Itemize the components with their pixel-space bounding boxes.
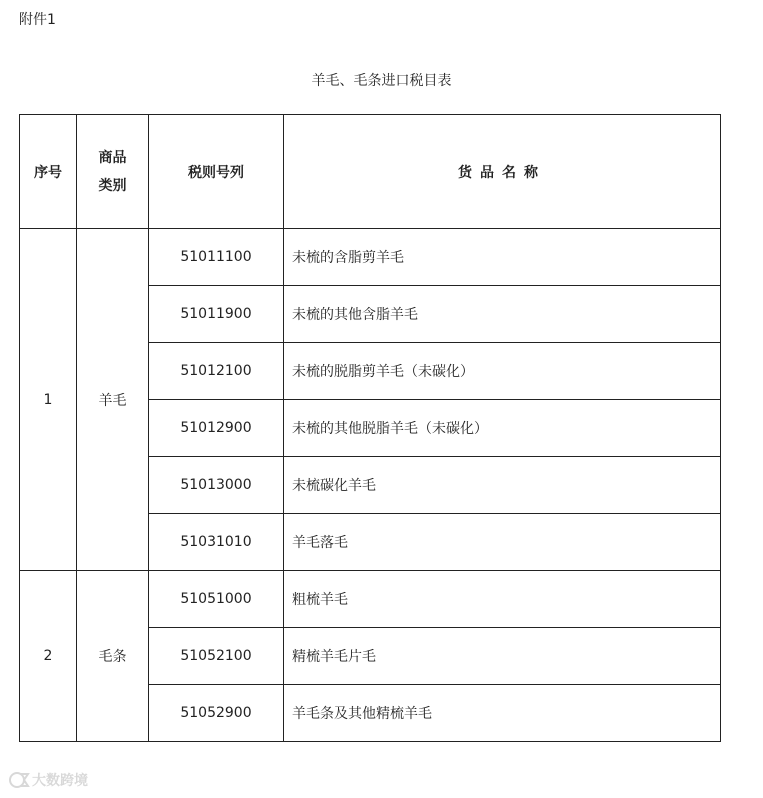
goods-name-cell: 羊毛落毛: [284, 514, 721, 571]
group-seq: 2: [20, 571, 77, 742]
goods-name-cell: 粗梳羊毛: [284, 571, 721, 628]
tariff-code-cell: 51051000: [149, 571, 284, 628]
tariff-code-cell: 51011100: [149, 229, 284, 286]
tariff-code-cell: 51031010: [149, 514, 284, 571]
tariff-code-cell: 51011900: [149, 286, 284, 343]
header-tariff-code: 税则号列: [149, 115, 284, 229]
tariff-code-cell: 51052100: [149, 628, 284, 685]
group-seq: 1: [20, 229, 77, 571]
goods-name-cell: 未梳的含脂剪羊毛: [284, 229, 721, 286]
header-goods-name: 货品名称: [284, 115, 721, 229]
table-row: [20, 229, 721, 286]
header-category: [77, 115, 149, 229]
goods-name-cell: 精梳羊毛片毛: [284, 628, 721, 685]
table-row: [20, 571, 721, 628]
logo-icon: [8, 771, 30, 789]
tariff-table: [19, 114, 721, 742]
goods-name-cell: 羊毛条及其他精梳羊毛: [284, 685, 721, 742]
header-category-line1: 商品: [98, 149, 127, 166]
watermark-text: 大数跨境: [32, 773, 88, 789]
header-category-line2: 类别: [98, 177, 127, 194]
attachment-label: 附件1: [19, 12, 56, 28]
group-category: 羊毛: [77, 229, 149, 571]
table-header-row: [20, 115, 721, 229]
header-seq: 序号: [20, 115, 77, 229]
tariff-code-cell: 51052900: [149, 685, 284, 742]
document-title: 羊毛、毛条进口税目表: [311, 73, 452, 89]
watermark: [8, 770, 88, 790]
group-category: 毛条: [77, 571, 149, 742]
tariff-code-cell: 51013000: [149, 457, 284, 514]
goods-name-cell: 未梳的其他含脂羊毛: [284, 286, 721, 343]
goods-name-cell: 未梳的脱脂剪羊毛（未碳化）: [284, 343, 721, 400]
tariff-code-cell: 51012900: [149, 400, 284, 457]
tariff-code-cell: 51012100: [149, 343, 284, 400]
goods-name-cell: 未梳的其他脱脂羊毛（未碳化）: [284, 400, 721, 457]
goods-name-cell: 未梳碳化羊毛: [284, 457, 721, 514]
